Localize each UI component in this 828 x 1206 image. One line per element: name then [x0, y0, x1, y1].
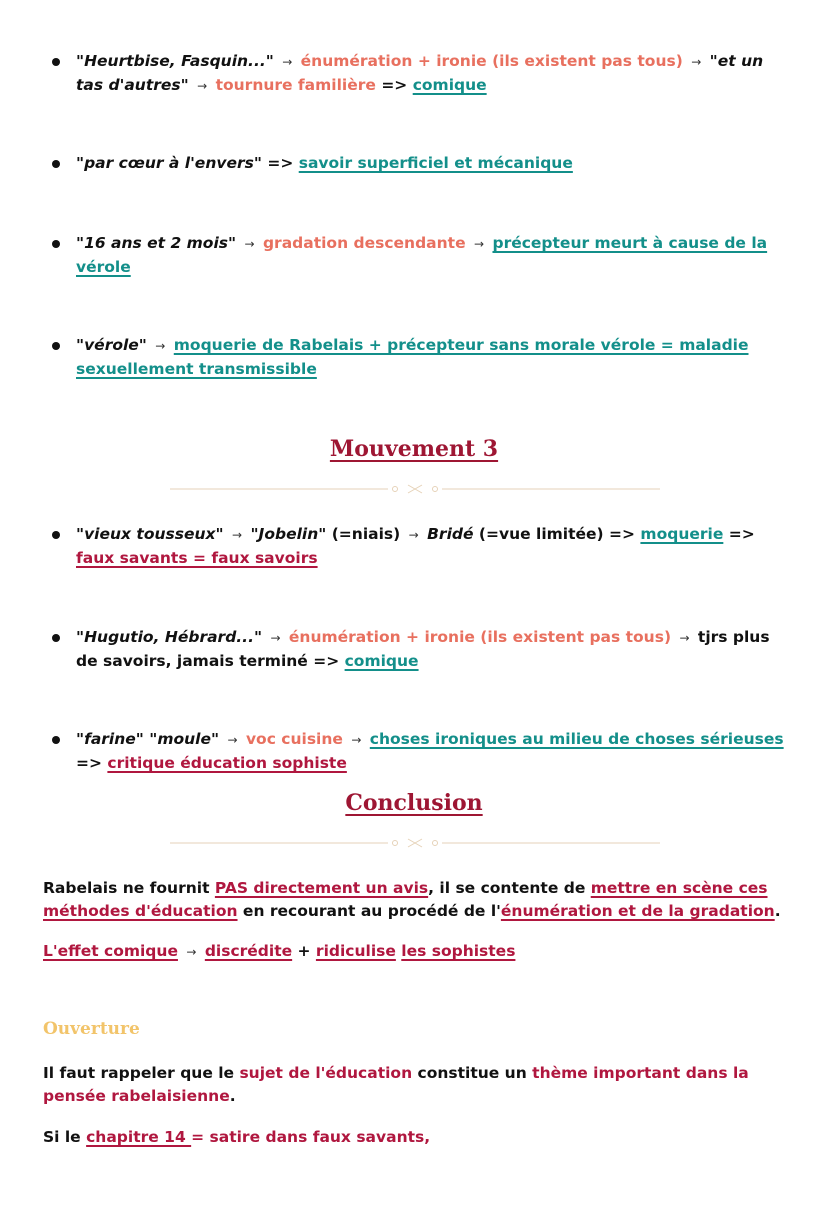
- conclusion-text: faux savants = faux savoirs: [76, 549, 318, 567]
- quote: "16 ans et 2 mois": [76, 234, 237, 252]
- bullet-dot: [52, 240, 60, 248]
- emphasis-text: thème important dans la pensée rabelaisienne: [43, 1064, 749, 1105]
- arrow-icon: →: [474, 237, 485, 251]
- conclusion-text: critique éducation sophiste: [107, 754, 347, 772]
- plain-text: Il faut rappeler que le: [43, 1064, 240, 1082]
- implies-sign: =>: [609, 525, 636, 543]
- conclusion-text: précepteur meurt à cause de la vérole: [76, 234, 768, 276]
- implies-sign: =>: [728, 525, 755, 543]
- conclusion-text: moquerie: [640, 525, 724, 543]
- ornament-divider: [170, 838, 660, 848]
- ornament-divider: [170, 484, 660, 494]
- conclusion-text: choses ironiques au milieu de choses sérieuses: [369, 730, 784, 748]
- analysis-text: tournure familière: [215, 76, 376, 94]
- quote: "vieux tousseux": [76, 525, 224, 543]
- arrow-icon: →: [244, 237, 255, 251]
- gloss: (=vue limitée): [473, 525, 604, 543]
- ouverture-paragraph-1: [43, 1062, 803, 1108]
- arrow-icon: →: [186, 945, 197, 959]
- arrow-icon: →: [282, 55, 293, 69]
- implies-sign: =>: [313, 652, 340, 670]
- conclusion-text: comique: [412, 76, 487, 94]
- section-heading-ouverture: Ouverture: [43, 1019, 140, 1039]
- conclusion-text: comique: [344, 652, 419, 670]
- implies-sign: =>: [381, 76, 408, 94]
- emphasis-text: ridiculise: [315, 942, 396, 960]
- emphasis-text: L'effet comique: [43, 942, 178, 960]
- analysis-text: énumération + ironie (ils existent pas tous): [300, 52, 683, 70]
- bullet-dot: [52, 634, 60, 642]
- plain-text: constitue un: [412, 1064, 533, 1082]
- quote: Bridé: [427, 525, 474, 543]
- quote: "Jobelin": [250, 525, 327, 543]
- arrow-icon: →: [155, 339, 166, 353]
- conclusion-text: moquerie de Rabelais + précepteur sans morale vérole = maladie sexuellement transmissible: [76, 336, 749, 378]
- bullet-dot: [52, 736, 60, 744]
- plain-text: en recourant au procédé de l': [237, 902, 501, 920]
- bullet-item-4: [52, 334, 792, 381]
- gloss: (=niais): [326, 525, 401, 543]
- punctuation: .: [229, 1087, 236, 1105]
- quote: "Hugutio, Hébrard...": [76, 628, 263, 646]
- ouverture-paragraph-2: [43, 1126, 803, 1149]
- emphasis-text: = satire dans faux savants,: [191, 1128, 431, 1146]
- plain-text: +: [292, 942, 316, 960]
- emphasis-text: PAS directement un avis: [214, 879, 429, 897]
- arrow-icon: →: [270, 631, 281, 645]
- arrow-icon: →: [232, 528, 243, 542]
- bullet-dot: [52, 342, 60, 350]
- bullet-item-3: [52, 232, 792, 279]
- bullet-dot: [52, 531, 60, 539]
- quote: "vérole": [76, 336, 147, 354]
- quote: "farine" "moule": [76, 730, 220, 748]
- arrow-icon: →: [691, 55, 702, 69]
- implies-sign: =>: [267, 154, 294, 172]
- quote: "et un tas d'autres": [76, 52, 764, 94]
- bullet-item-6: [52, 626, 792, 673]
- analysis-text: énumération + ironie (ils existent pas tous): [288, 628, 672, 646]
- emphasis-text: mettre en scène ces méthodes d'éducation: [43, 879, 768, 920]
- implies-sign: =>: [76, 754, 102, 772]
- bullet-dot: [52, 58, 60, 66]
- emphasis-text: sujet de l'éducation: [239, 1064, 413, 1082]
- emphasis-text: les sophistes: [401, 942, 516, 960]
- arrow-icon: →: [197, 79, 208, 93]
- conclusion-paragraph-2: [43, 940, 803, 964]
- bullet-dot: [52, 160, 60, 168]
- bullet-item-2: [52, 152, 792, 175]
- section-heading-conclusion: Conclusion: [345, 790, 483, 816]
- conclusion-text: savoir superficiel et mécanique: [298, 154, 573, 172]
- emphasis-text: chapitre 14: [86, 1128, 192, 1146]
- bullet-item-7: [52, 728, 792, 775]
- bullet-item-1: [52, 50, 792, 98]
- plain-text: Rabelais ne fournit: [43, 879, 215, 897]
- conclusion-paragraph-1: [43, 877, 803, 923]
- emphasis-text: énumération et de la gradation: [500, 902, 775, 920]
- quote: "Heurtbise, Fasquin...": [76, 52, 274, 70]
- analysis-text: voc cuisine: [245, 730, 343, 748]
- arrow-icon: →: [679, 631, 690, 645]
- arrow-icon: →: [351, 733, 362, 747]
- section-heading-mouvement-3: Mouvement 3: [329, 436, 499, 462]
- arrow-icon: →: [227, 733, 238, 747]
- arrow-icon: →: [408, 528, 419, 542]
- plain-text: , il se contente de: [428, 879, 591, 897]
- quote: "par cœur à l'envers": [76, 154, 262, 172]
- emphasis-text: discrédite: [204, 942, 293, 960]
- analysis-text: gradation descendante: [262, 234, 466, 252]
- bullet-item-5: [52, 523, 792, 570]
- plain-text: tjrs plus de savoirs, jamais terminé: [76, 628, 770, 670]
- plain-text: Si le: [43, 1128, 87, 1146]
- punctuation: .: [774, 902, 781, 920]
